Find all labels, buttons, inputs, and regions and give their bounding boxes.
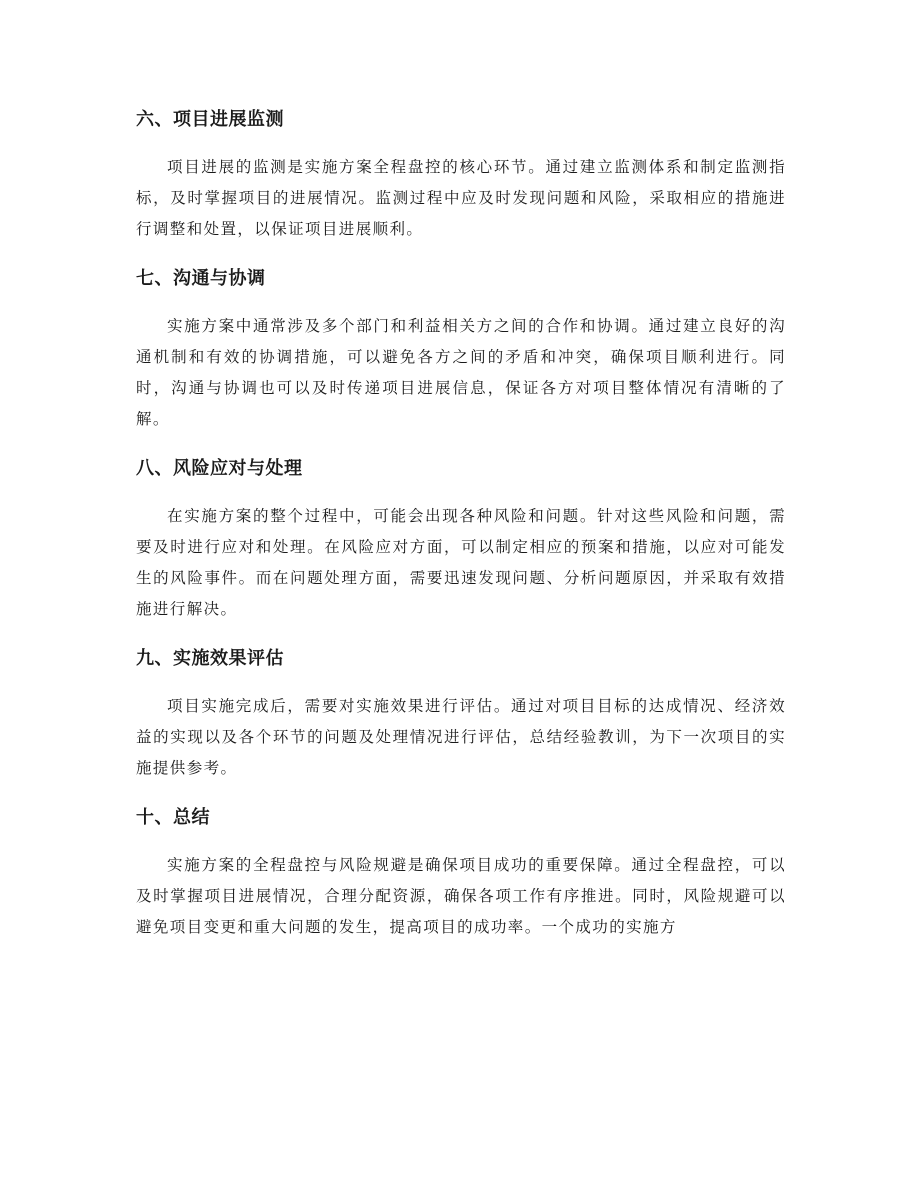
section-paragraph: 在实施方案的整个过程中，可能会出现各种风险和问题。针对这些风险和问题，需要及时进行应对和处理。在风险应对方面，可以制定相应的预案和措施，以应对可能发生的风险事件。而在问题处理方面，需要迅速发现问题、分析问题原因，并采取有效措施进行解决。	[136, 507, 786, 618]
section-heading: 六、项目进展监测	[136, 109, 284, 130]
section-heading: 七、沟通与协调	[136, 268, 266, 289]
section-paragraph: 项目实施完成后，需要对实施效果进行评估。通过对项目目标的达成情况、经济效益的实现以及各个环节的问题及处理情况进行评估，总结经验教训，为下一次项目的实施提供参考。	[136, 697, 786, 777]
section-paragraph: 项目进展的监测是实施方案全程盘控的核心环节。通过建立监测体系和制定监测指标，及时掌握项目的进展情况。监测过程中应及时发现问题和风险，采取相应的措施进行调整和处置，以保证项目进展顺利。	[136, 158, 786, 238]
section-paragraph: 实施方案的全程盘控与风险规避是确保项目成功的重要保障。通过全程盘控，可以及时掌握项目进展情况，合理分配资源，确保各项工作有序推进。同时，风险规避可以避免项目变更和重大问题的发生，提高项目的成功率。一个成功的实施方	[136, 856, 786, 936]
section-heading: 九、实施效果评估	[136, 648, 284, 669]
section-heading: 十、总结	[136, 807, 210, 828]
section-communication	[136, 263, 786, 435]
section-paragraph: 实施方案中通常涉及多个部门和利益相关方之间的合作和协调。通过建立良好的沟通机制和有效的协调措施，可以避免各方之间的矛盾和冲突，确保项目顺利进行。同时，沟通与协调也可以及时传递项目进展信息，保证各方对项目整体情况有清晰的了解。	[136, 317, 786, 428]
section-effect-evaluation	[136, 643, 786, 784]
section-summary	[136, 802, 786, 943]
document-body	[136, 104, 786, 961]
section-progress-monitoring	[136, 104, 786, 245]
section-heading: 八、风险应对与处理	[136, 458, 303, 479]
section-risk-handling	[136, 453, 786, 625]
